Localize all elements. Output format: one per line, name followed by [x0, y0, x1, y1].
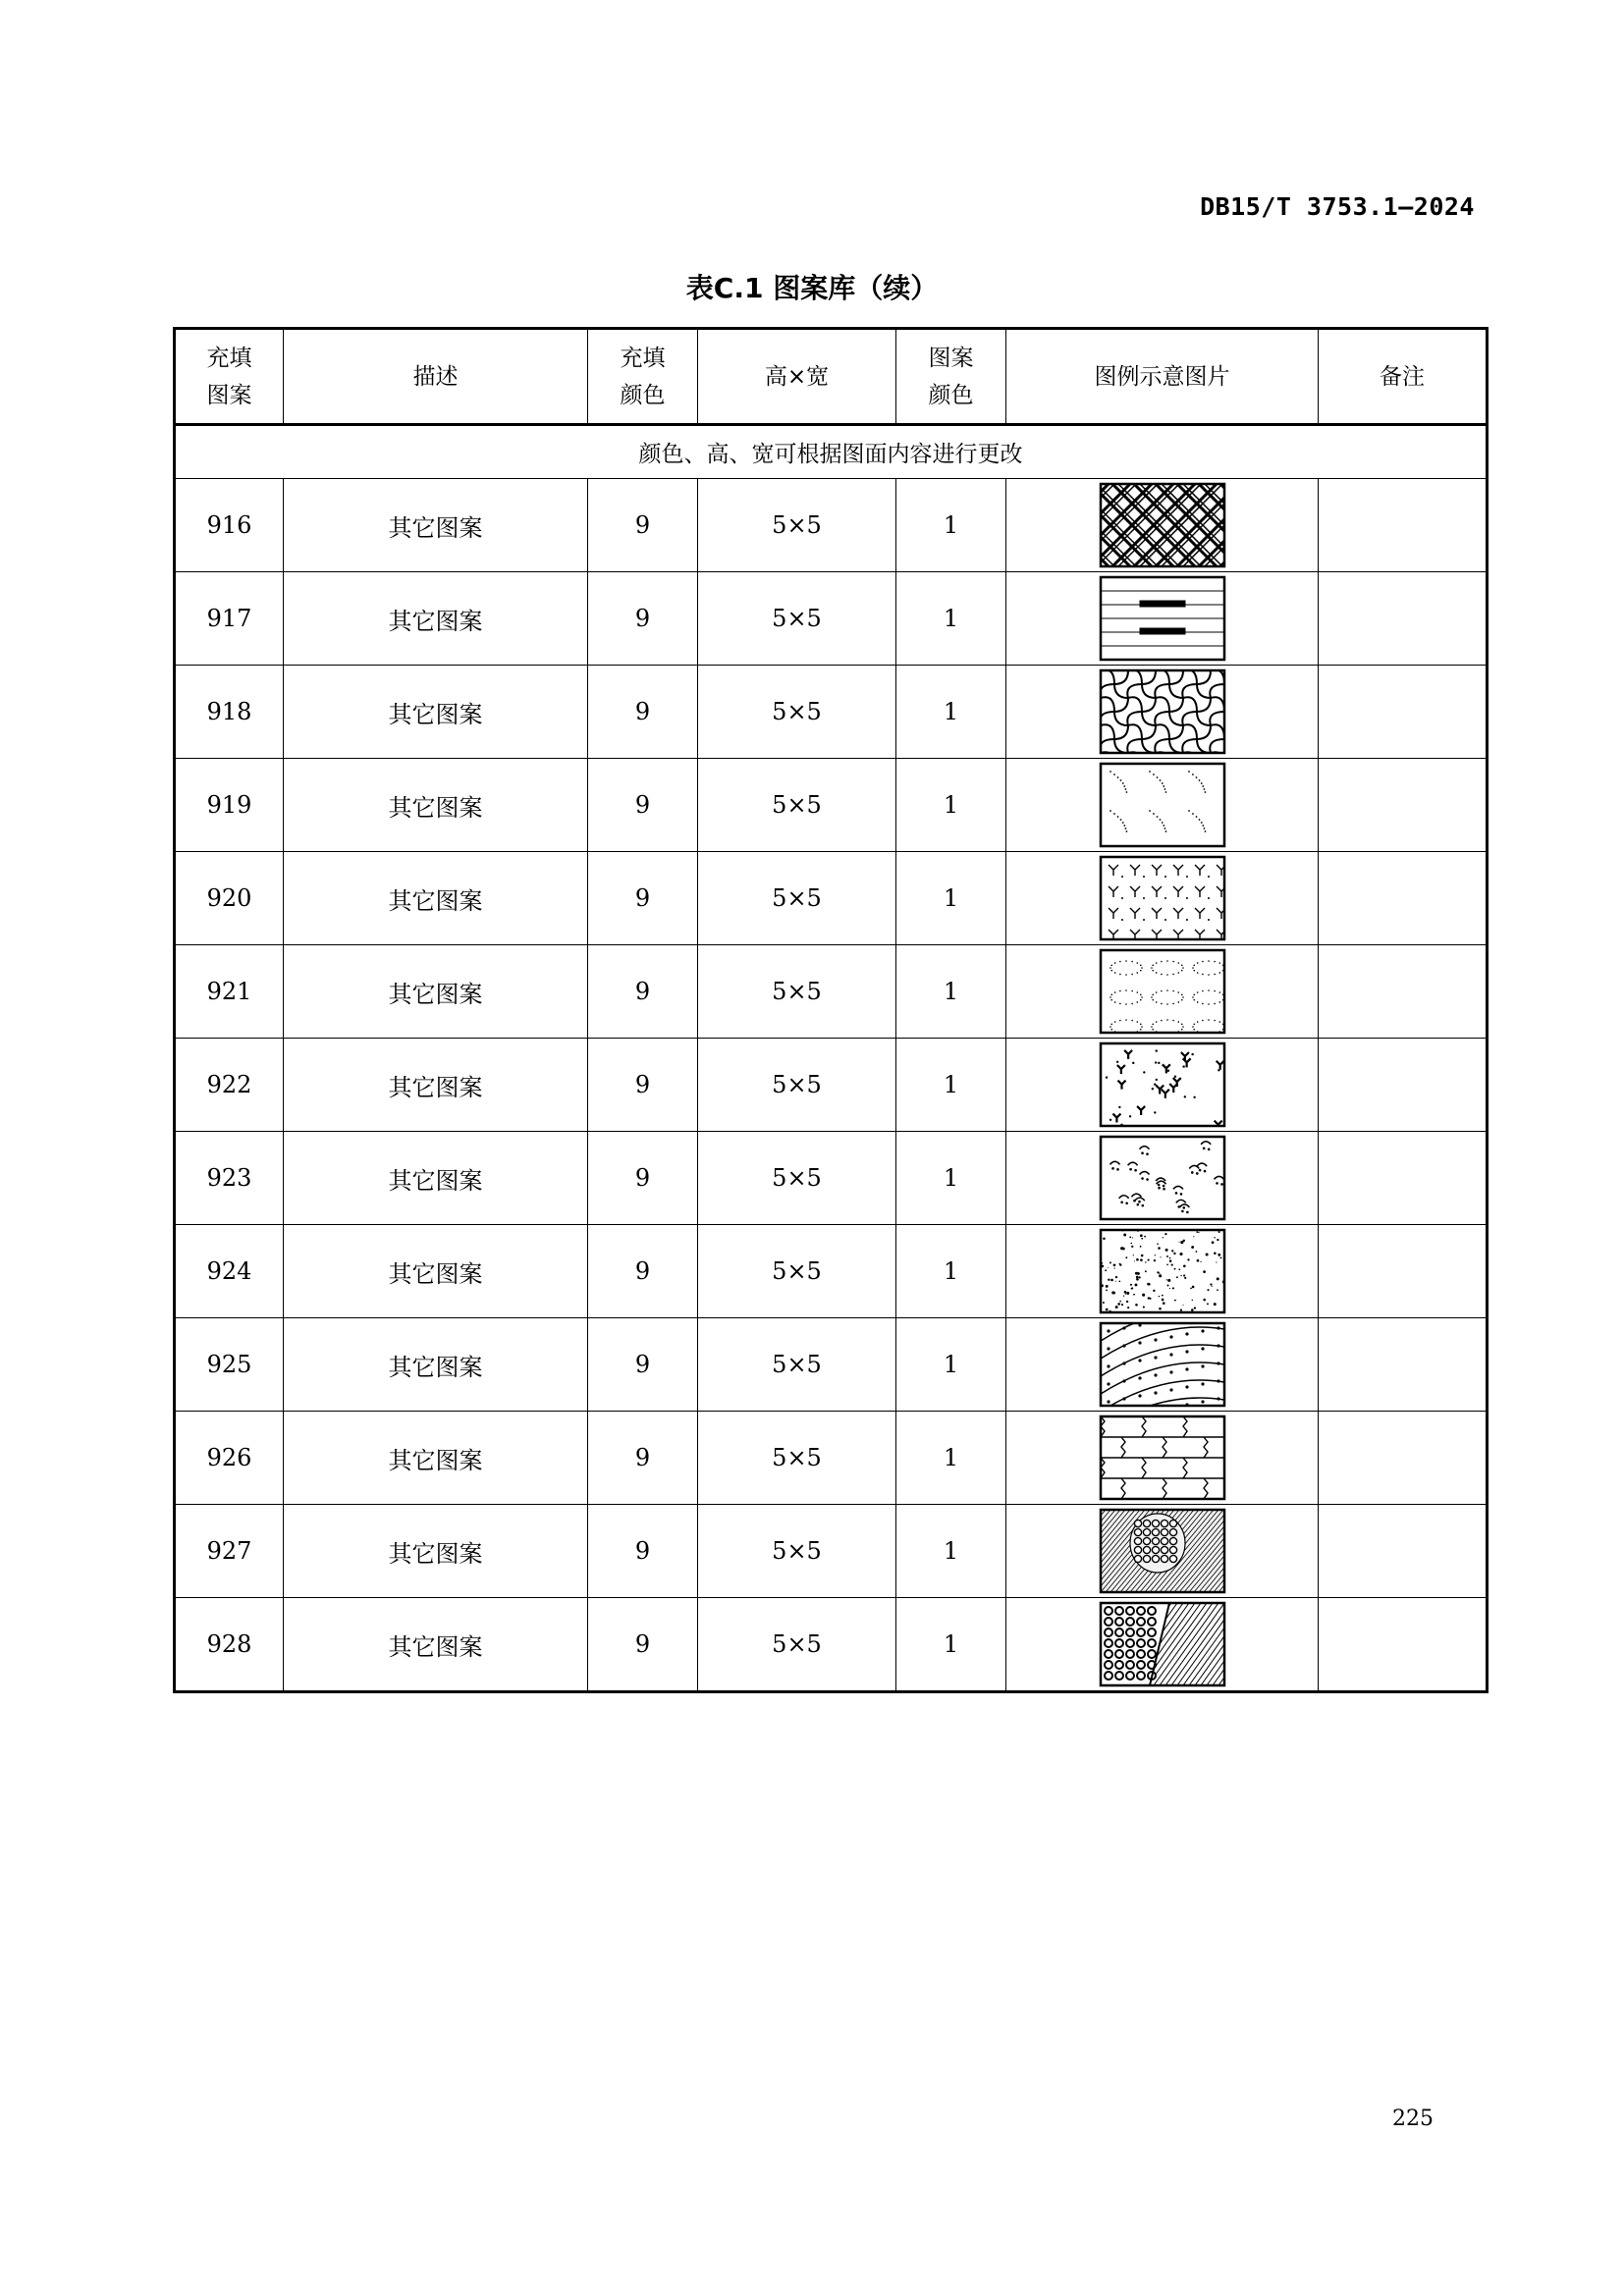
description-cell: 其它图案: [284, 1505, 588, 1598]
table-row: [175, 666, 1488, 759]
col-header-pattern-color: 图案 颜色: [896, 329, 1006, 425]
pattern-sample-image: [1006, 945, 1319, 1039]
pattern-color-cell: 1: [896, 1225, 1006, 1318]
pattern-sample-image: [1006, 666, 1319, 759]
size-cell: 5×5: [698, 1598, 896, 1692]
size-cell: 5×5: [698, 1505, 896, 1598]
fill-color-cell: 9: [588, 572, 698, 666]
col-header-description: 描述: [284, 329, 588, 425]
pattern-code-cell: 927: [175, 1505, 284, 1598]
fill-color-cell: 9: [588, 1412, 698, 1505]
size-cell: 5×5: [698, 852, 896, 945]
fill-color-cell: 9: [588, 666, 698, 759]
pattern-code-cell: 922: [175, 1039, 284, 1132]
size-cell: 5×5: [698, 1318, 896, 1412]
remark-cell: [1319, 479, 1488, 572]
pattern-code-cell: 928: [175, 1598, 284, 1692]
pattern-sample-image: [1006, 852, 1319, 945]
description-cell: 其它图案: [284, 1318, 588, 1412]
remark-cell: [1319, 759, 1488, 852]
table-row: [175, 1132, 1488, 1225]
pattern-code-cell: 923: [175, 1132, 284, 1225]
page-number: 225: [1392, 2107, 1434, 2131]
pattern-sample-image: [1006, 1318, 1319, 1412]
pattern-library-table: [173, 327, 1489, 1693]
table-header-row: [175, 329, 1488, 425]
size-cell: 5×5: [698, 666, 896, 759]
pattern-color-cell: 1: [896, 852, 1006, 945]
table-row: [175, 1039, 1488, 1132]
size-cell: 5×5: [698, 1039, 896, 1132]
remark-cell: [1319, 1505, 1488, 1598]
col-header-fill-pattern: 充填 图案: [175, 329, 284, 425]
pattern-code-cell: 918: [175, 666, 284, 759]
remark-cell: [1319, 666, 1488, 759]
pattern-sample-image: [1006, 1412, 1319, 1505]
description-cell: 其它图案: [284, 852, 588, 945]
description-cell: 其它图案: [284, 945, 588, 1039]
pattern-sample-image: [1006, 1598, 1319, 1692]
pattern-color-cell: 1: [896, 1598, 1006, 1692]
remark-cell: [1319, 572, 1488, 666]
remark-cell: [1319, 945, 1488, 1039]
pattern-code-cell: 917: [175, 572, 284, 666]
size-cell: 5×5: [698, 1412, 896, 1505]
description-cell: 其它图案: [284, 1225, 588, 1318]
fill-color-cell: 9: [588, 1505, 698, 1598]
table-row: [175, 945, 1488, 1039]
fill-color-cell: 9: [588, 1225, 698, 1318]
table-row: [175, 1412, 1488, 1505]
pattern-color-cell: 1: [896, 572, 1006, 666]
document-code: DB15/T 3753.1—2024: [1200, 192, 1475, 221]
col-header-fill-color: 充填 颜色: [588, 329, 698, 425]
table-row: [175, 1505, 1488, 1598]
table-row: [175, 1225, 1488, 1318]
pattern-code-cell: 926: [175, 1412, 284, 1505]
description-cell: 其它图案: [284, 572, 588, 666]
fill-color-cell: 9: [588, 1318, 698, 1412]
remark-cell: [1319, 1132, 1488, 1225]
description-cell: 其它图案: [284, 1132, 588, 1225]
col-header-remark: 备注: [1319, 329, 1488, 425]
pattern-sample-image: [1006, 1225, 1319, 1318]
description-cell: 其它图案: [284, 1412, 588, 1505]
fill-color-cell: 9: [588, 759, 698, 852]
fill-color-cell: 9: [588, 1039, 698, 1132]
table-row: [175, 479, 1488, 572]
description-cell: 其它图案: [284, 759, 588, 852]
size-cell: 5×5: [698, 759, 896, 852]
size-cell: 5×5: [698, 1132, 896, 1225]
description-cell: 其它图案: [284, 479, 588, 572]
pattern-sample-image: [1006, 479, 1319, 572]
pattern-color-cell: 1: [896, 759, 1006, 852]
fill-color-cell: 9: [588, 479, 698, 572]
table-row: [175, 1318, 1488, 1412]
pattern-sample-image: [1006, 1505, 1319, 1598]
table-title: 表C.1 图案库（续）: [685, 272, 939, 304]
pattern-sample-image: [1006, 759, 1319, 852]
pattern-code-cell: 925: [175, 1318, 284, 1412]
description-cell: 其它图案: [284, 1039, 588, 1132]
remark-cell: [1319, 1225, 1488, 1318]
remark-cell: [1319, 1318, 1488, 1412]
pattern-sample-image: [1006, 1039, 1319, 1132]
table-row: [175, 759, 1488, 852]
size-cell: 5×5: [698, 945, 896, 1039]
description-cell: 其它图案: [284, 1598, 588, 1692]
fill-color-cell: 9: [588, 1598, 698, 1692]
pattern-color-cell: 1: [896, 1039, 1006, 1132]
fill-color-cell: 9: [588, 852, 698, 945]
table-row: [175, 1598, 1488, 1692]
remark-cell: [1319, 852, 1488, 945]
pattern-color-cell: 1: [896, 1318, 1006, 1412]
fill-color-cell: 9: [588, 945, 698, 1039]
pattern-code-cell: 924: [175, 1225, 284, 1318]
table-note-row: [175, 425, 1488, 479]
pattern-sample-image: [1006, 572, 1319, 666]
pattern-code-cell: 916: [175, 479, 284, 572]
remark-cell: [1319, 1039, 1488, 1132]
remark-cell: [1319, 1412, 1488, 1505]
pattern-code-cell: 921: [175, 945, 284, 1039]
description-cell: 其它图案: [284, 666, 588, 759]
pattern-color-cell: 1: [896, 479, 1006, 572]
remark-cell: [1319, 1598, 1488, 1692]
pattern-color-cell: 1: [896, 945, 1006, 1039]
table-row: [175, 572, 1488, 666]
pattern-color-cell: 1: [896, 1132, 1006, 1225]
pattern-color-cell: 1: [896, 1412, 1006, 1505]
col-header-sample-image: 图例示意图片: [1006, 329, 1319, 425]
col-header-size: 高×宽: [698, 329, 896, 425]
size-cell: 5×5: [698, 479, 896, 572]
table-row: [175, 852, 1488, 945]
table-note: 颜色、高、宽可根据图面内容进行更改: [175, 425, 1488, 479]
pattern-code-cell: 919: [175, 759, 284, 852]
pattern-color-cell: 1: [896, 666, 1006, 759]
pattern-code-cell: 920: [175, 852, 284, 945]
size-cell: 5×5: [698, 1225, 896, 1318]
pattern-sample-image: [1006, 1132, 1319, 1225]
pattern-color-cell: 1: [896, 1505, 1006, 1598]
fill-color-cell: 9: [588, 1132, 698, 1225]
size-cell: 5×5: [698, 572, 896, 666]
